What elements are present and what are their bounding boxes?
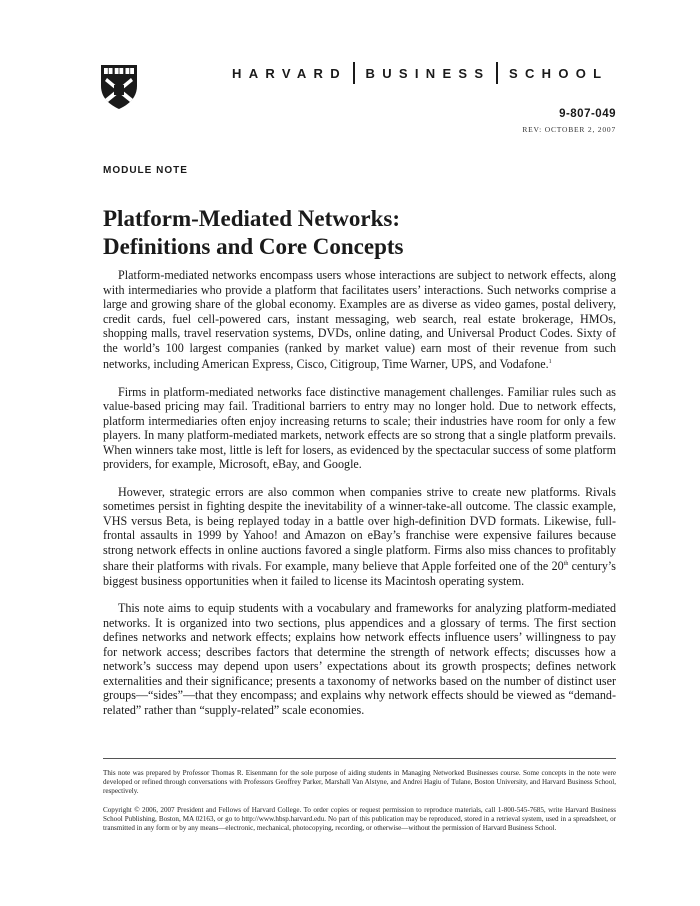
footnote-mark: 1 [548, 359, 552, 365]
case-number: 9-807-049 [559, 108, 616, 120]
shield-icon [100, 64, 138, 110]
module-label: MODULE NOTE [103, 165, 188, 176]
paragraph-3 [103, 485, 616, 589]
paragraph-text: century’s biggest business opportunities when it failed to license its Macintosh operating system. [103, 559, 616, 588]
paragraph-4 [103, 601, 616, 717]
school-masthead [232, 62, 622, 84]
preparation-note: This note was prepared by Professor Thomas R. Eisenmann for the sole purpose of aiding students in Managing Networked Businesses course. Some concepts in the note were developed or refined through conversations with Professors Geoffrey Parker, Marshall Van Alstyne, and Andrei Hagiu of Tulane, Boston University, and Harvard Business School, respectively. [103, 769, 616, 796]
title-line-1: Platform-Mediated Networks: [103, 206, 400, 231]
masthead-divider [353, 62, 355, 84]
masthead-word-harvard: HARVARD [232, 65, 347, 81]
masthead-divider [496, 62, 498, 84]
paragraph-text: Platform-mediated networks encompass users whose interactions are subject to network effects, along with intermediaries who provide a platform that facilitates users’ interactions. Such networks comprise a large and growing share of the global economy. Examples are as diverse as video games, postal delivery, credit cards, fuel cell-powered cars, instant messaging, web search, real estate brokerage, HMOs, shopping malls, travel reservation systems, DVDs, online dating, and Universal Product Codes. Sixty of the world’s 100 largest companies (ranked by market value) earn most of their revenue from such networks, including American Express, Cisco, Citigroup, Time Warner, UPS, and Vodafone. [103, 268, 616, 372]
superscript-th: th [563, 561, 569, 568]
document-title [103, 205, 623, 261]
masthead-word-school: SCHOOL [508, 65, 609, 81]
paragraph-2 [103, 385, 616, 472]
paragraph-1 [103, 268, 616, 372]
footer-rule [103, 758, 616, 759]
masthead-word-business: BUSINESS [365, 65, 491, 81]
footer-notes [103, 769, 616, 842]
copyright-note: Copyright © 2006, 2007 President and Fellows of Harvard College. To order copies or request permission to reproduce materials, call 1-800-545-7685, write Harvard Business School Publishing, Boston, MA 02163, or go to http://www.hbsp.harvard.edu. No part of this publication may be reproduced, stored in a retrieval system, used in a spreadsheet, or transmitted in any form or by any means—electronic, mechanical, photocopying, recording, or otherwise—without the permission of Harvard Business School. [103, 805, 616, 833]
revision-date: REV: OCTOBER 2, 2007 [522, 125, 616, 134]
title-line-2: Definitions and Core Concepts [103, 234, 404, 259]
paragraph-text: Firms in platform-mediated networks face distinctive management challenges. Familiar rules such as value-based pricing may fail. Traditional barriers to entry may no longer hold. Due to network effects, platform intermediaries often enjoy increasing returns to scale; their industries have room for only a few players. In many platform-mediated markets, network effects are so strong that a single platform prevails. When winners take most, little is left for losers, as evidenced by the spectacular success of some platform providers, for example, Microsoft, eBay, and Google. [103, 384, 616, 472]
body-text [103, 268, 616, 730]
paragraph-text: This note aims to equip students with a vocabulary and frameworks for analyzing platform-mediated networks. It is organized into two sections, plus appendices and a glossary of terms. The first section defines networks and network effects; explains how network effects influence users’ willingness to pay for network access; describes factors that determine the strength of network effects; discusses how a network’s success may depend upon users’ expectations about its growth prospects; defines network externalities and their significance; presents a taxonomy of networks based on the number of distinct user groups—“sides”—that they encompass; and explains why network effects should be viewed as “demand-related” rather than “supply-related” scale economies. [103, 601, 616, 717]
paragraph-text: However, strategic errors are also common when companies strive to create new platforms. Rivals sometimes persist in fighting despite the inevitability of a winner-take-all outcome. The classic example, VHS versus Beta, is being replayed today in a battle over high-definition DVD formats. Likewise, full-frontal assaults in 1999 by Yahoo! and Amazon on eBay’s franchise were expensive failures because strong network effects in online auctions favored a single platform. Firms also miss chances to profitably share their platforms with rivals. For example, many believe that Apple forfeited one of the 20 [103, 484, 616, 574]
